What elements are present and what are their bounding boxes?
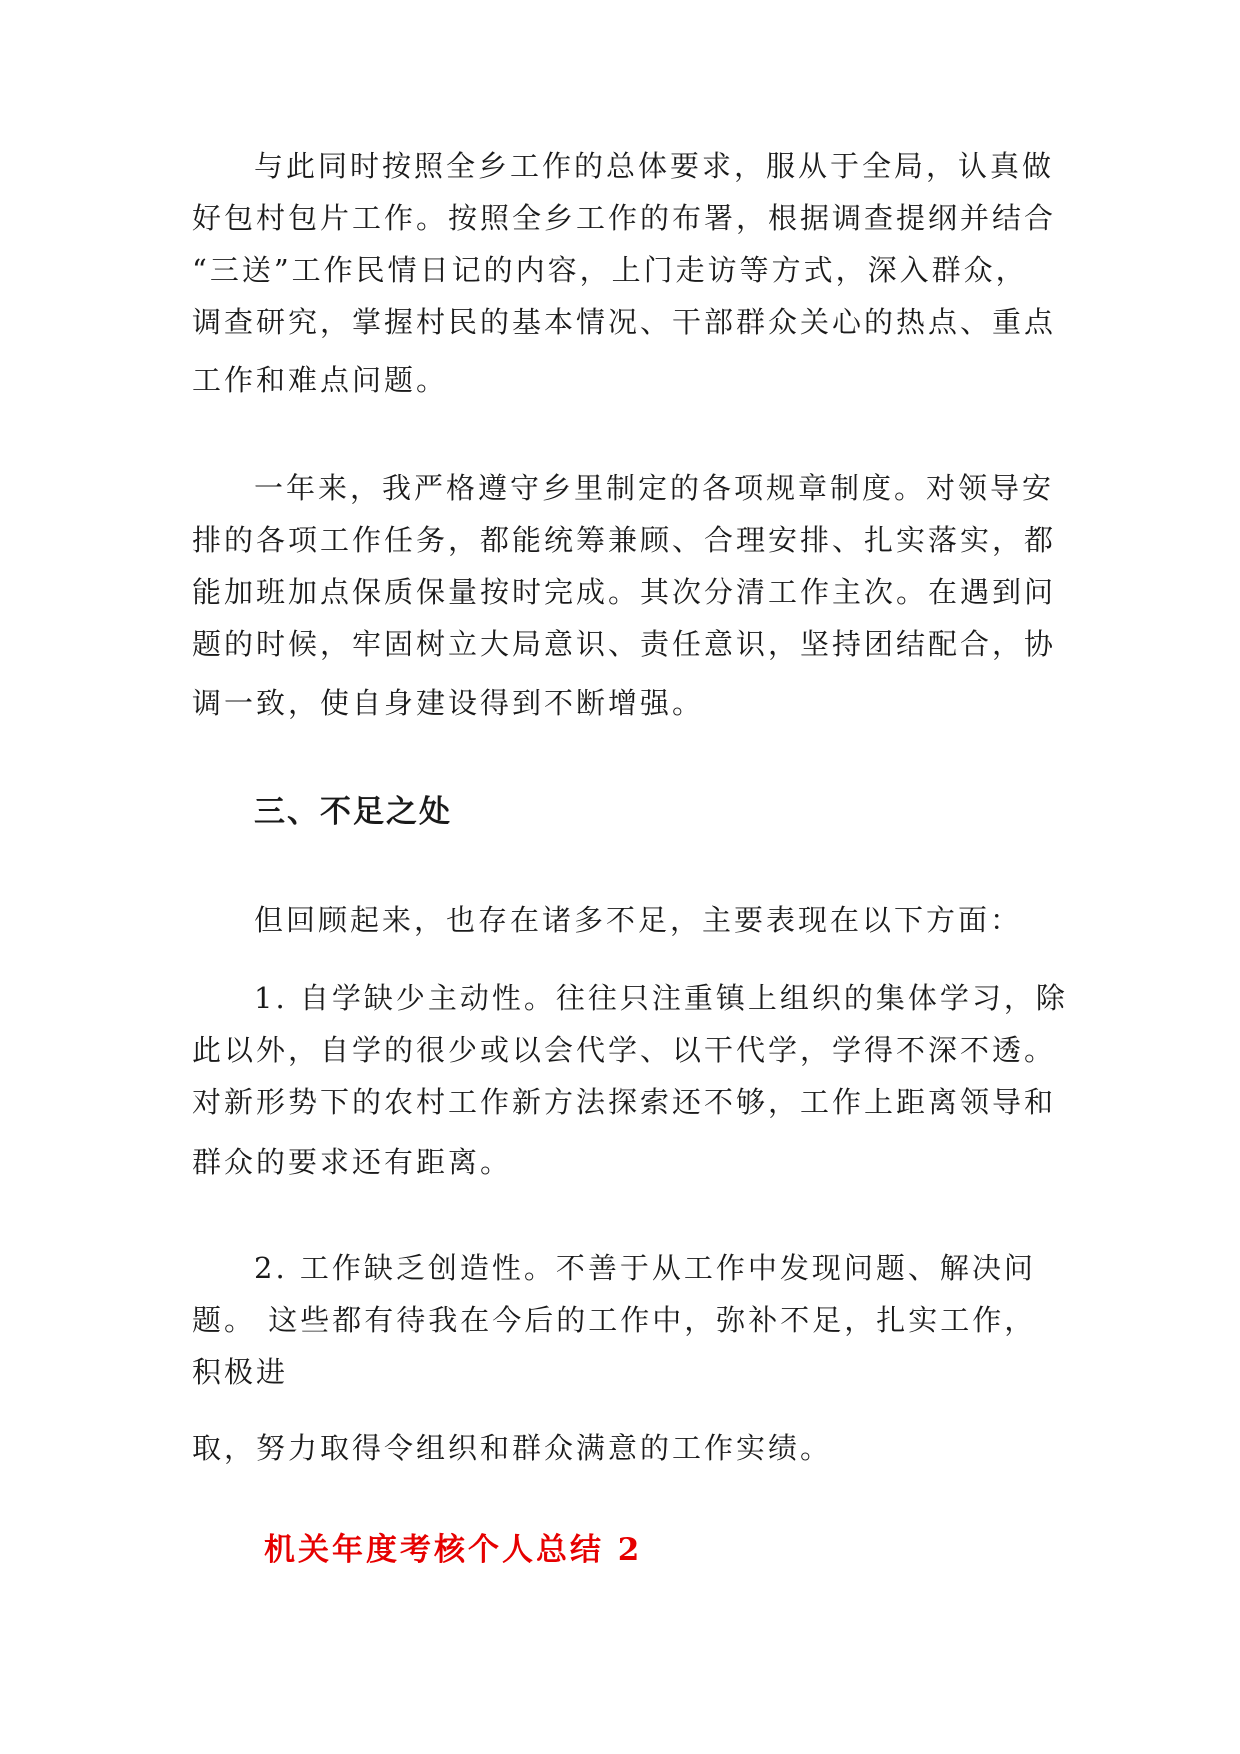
- paragraph-line: 调查研究，掌握村民的基本情况、干部群众关心的热点、重点: [192, 305, 1057, 339]
- paragraph-line: 题。 这些都有待我在今后的工作中，弥补不足，扎实工作，: [192, 1303, 1037, 1337]
- paragraph-line: “三送”工作民情日记的内容，上门走访等方式，深入群众，: [192, 253, 1028, 287]
- paragraph-line: 工作和难点问题。: [192, 363, 449, 397]
- paragraph-line: 群众的要求还有距离。: [192, 1145, 513, 1179]
- paragraph-line: 对新形势下的农村工作新方法探索还不够，工作上距离领导和: [192, 1085, 1057, 1119]
- paragraph-line: 调一致，使自身建设得到不断增强。: [192, 686, 705, 720]
- paragraph-line: 2. 工作缺乏创造性。不善于从工作中发现问题、解决问: [254, 1251, 1036, 1285]
- paragraph-line: 1. 自学缺少主动性。往往只注重镇上组织的集体学习，除: [254, 981, 1068, 1015]
- paragraph-line: 但回顾起来，也存在诸多不足，主要表现在以下方面：: [254, 903, 1023, 937]
- paragraph-line: 好包村包片工作。按照全乡工作的布署，根据调查提纲并结合: [192, 201, 1057, 235]
- paragraph-line: 能加班加点保质保量按时完成。其次分清工作主次。在遇到问: [192, 575, 1057, 609]
- paragraph-line: 题的时候，牢固树立大局意识、责任意识，坚持团结配合，协: [192, 627, 1057, 661]
- paragraph-line: 取，努力取得令组织和群众满意的工作实绩。: [192, 1431, 833, 1465]
- next-document-title: 机关年度考核个人总结 2: [264, 1532, 643, 1568]
- section-heading: 三、不足之处: [254, 794, 452, 830]
- paragraph-line: 一年来，我严格遵守乡里制定的各项规章制度。对领导安: [254, 471, 1055, 505]
- paragraph-line: 排的各项工作任务，都能统筹兼顾、合理安排、扎实落实，都: [192, 523, 1057, 557]
- paragraph-line: 积极进: [192, 1355, 289, 1389]
- paragraph-line: 此以外，自学的很少或以会代学、以干代学，学得不深不透。: [192, 1033, 1057, 1067]
- paragraph-line: 与此同时按照全乡工作的总体要求，服从于全局，认真做: [254, 149, 1055, 183]
